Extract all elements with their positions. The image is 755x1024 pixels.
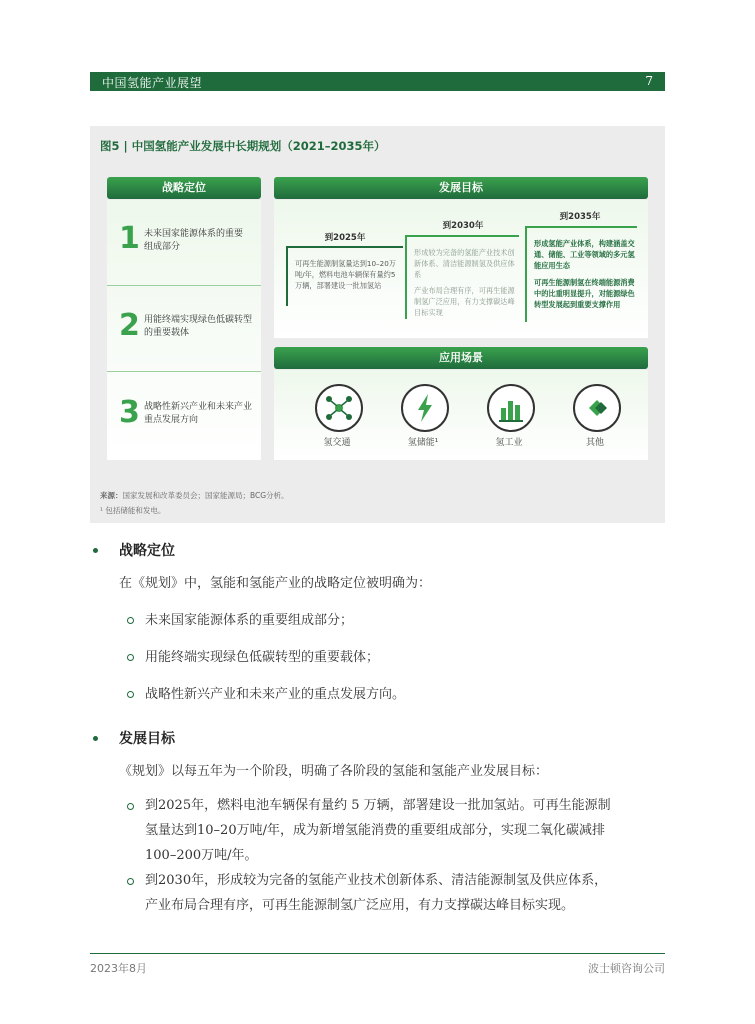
header-bar [90,72,665,91]
list-item: 战略性新兴产业和未来产业的重点发展方向。 [145,687,406,702]
list-item [145,793,665,868]
goal-2035-text1: 形成氢能产业体系，构建涵盖交通、储能、工业等领域的多元氢能应用生态 [534,239,635,270]
report-title: 中国氢能产业展望 [102,76,203,90]
source-label: 来源： [100,491,123,500]
list-item-line: 产业布局合理有序，可再生能源制氢广泛应用，有力支撑碳达峰目标实现。 [145,898,575,913]
hydrogen-storage-icon [401,384,449,432]
others-icon [573,384,621,432]
hydrogen-transport-icon [315,384,363,432]
figure-source [100,490,289,501]
footer-date: 2023年8月 [90,962,147,975]
figure-title: 图5 | 中国氢能产业发展中长期规划（2021–2035年） [100,139,386,153]
divider [107,285,261,286]
sub-bullet [127,878,134,885]
strategy-number-2: 2 [119,308,140,343]
section-title-strategy: 战略定位 [119,543,175,559]
list-item-line: 100–200万吨/年。 [145,848,258,863]
sub-bullet [127,617,134,624]
strategy-text-1: 未来国家能源体系的重要组成部分 [144,229,244,252]
list-item: 用能终端实现绿色低碳转型的重要载体； [145,650,380,665]
section-title-goals: 发展目标 [119,731,175,747]
step-riser-2030 [405,235,407,319]
paragraph: 在《规划》中，氢能和氢能产业的战略定位被明确为： [119,576,432,591]
goal-2030-label: 到2030年 [442,221,484,231]
strategy-number-3: 3 [119,395,140,430]
footer-rule [90,953,665,954]
goal-2030-text1: 形成较为完备的氢能产业技术创新体系、清洁能源制氢及供应体系 [414,248,515,279]
sub-bullet [127,803,134,810]
app-label-transport: 氢交通 [323,438,351,448]
list-item: 未来国家能源体系的重要组成部分； [145,613,354,628]
page-number: 7 [645,74,653,88]
apps-heading: 应用场景 [274,347,648,369]
app-label-others: 其他 [585,438,604,448]
list-item-line: 到2025年，燃料电池车辆保有量约 5 万辆，部署建设一批加氢站。可再生能源制 [145,798,611,813]
step-bar-2035 [525,226,637,228]
sub-bullet [127,654,134,661]
sub-bullet [127,691,134,698]
step-bar-2025 [286,246,403,248]
step-bar-2030 [405,235,519,237]
goal-2035-label: 到2035年 [559,212,601,222]
app-label-industry: 氢工业 [495,438,523,448]
divider [107,371,261,372]
goal-2035-text2: 可再生能源制氢在终端能源消费中的比重明显提升，对能源绿色转型发展起到重要支撑作用 [534,278,635,309]
bullet-dot [93,736,98,741]
hydrogen-industry-icon [487,384,535,432]
strategy-text-2: 用能终端实现绿色低碳转型的重要载体 [144,315,253,338]
list-item [145,868,665,918]
strategy-text-3: 战略性新兴产业和未来产业重点发展方向 [144,402,253,425]
goal-2025-text: 可再生能源制氢量达到10–20万吨/年，燃料电池车辆保有量约5万辆，部署建设一批加氢站 [295,259,396,290]
strategy-heading: 战略定位 [107,177,261,199]
goal-2030-text2: 产业布局合理有序，可再生能源制氢广泛应用，有力支撑碳达峰目标实现 [414,286,515,317]
figure-footnote: ¹ 包括储能和发电。 [100,506,166,515]
step-riser-2025 [286,246,288,306]
list-item-line: 氢量达到10–20万吨/年，成为新增氢能消费的重要组成部分，实现二氧化碳减排 [145,823,605,838]
step-riser-2035 [525,226,527,322]
strategy-number-1: 1 [119,221,140,256]
list-item-line: 到2030年，形成较为完备的氢能产业技术创新体系、清洁能源制氢及供应体系， [145,873,608,888]
bullet-dot [93,548,98,553]
goals-heading: 发展目标 [274,177,648,199]
goal-2025-label: 到2025年 [324,233,366,243]
app-label-storage: 氢储能¹ [407,438,439,448]
paragraph: 《规划》以每五年为一个阶段，明确了各阶段的氢能和氢能产业发展目标： [119,764,549,779]
footer-company: 波士顿咨询公司 [588,962,665,975]
source-text: 国家发展和改革委员会；国家能源局；BCG分析。 [122,491,289,500]
